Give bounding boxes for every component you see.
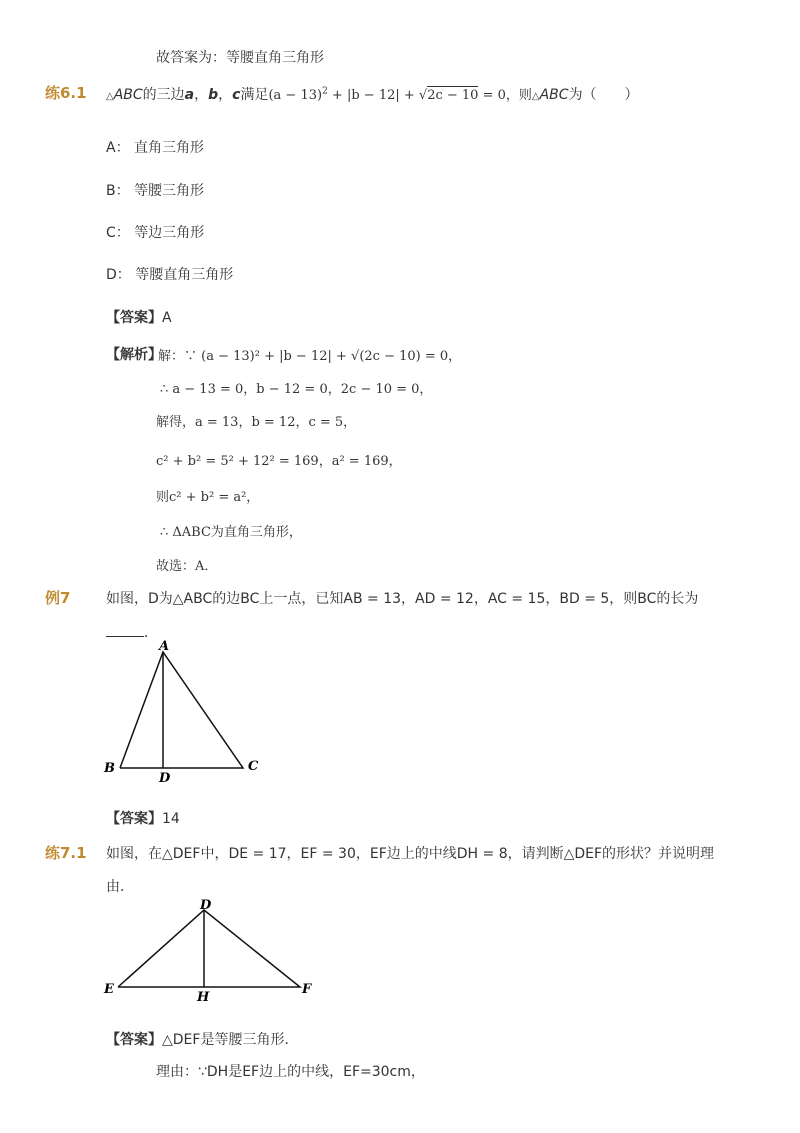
step-2: ∴ a − 13 = 0，b − 12 = 0，2c − 10 = 0， [160,382,433,397]
triangle-abc-figure [100,640,280,785]
triangle-def-outline [118,910,300,987]
option-b[interactable] [106,180,204,200]
exercise-6-1-tag: 练6.1 [45,84,87,102]
option-text: 等腰三角形 [134,183,205,199]
option-label: B： [106,183,130,199]
var-c: c [232,87,241,103]
step-3: 解得，a = 13，b = 12，c = 5， [156,415,357,430]
triangle-def-figure [100,895,330,1007]
option-a[interactable] [106,137,204,157]
abc-label: ABC [539,87,569,103]
option-label: A： [106,140,130,156]
triangle-symbol: △ [106,91,114,102]
label-c: C [248,759,259,774]
question-text: 的三边 [142,87,185,103]
math-radicand: 2c − 10 [427,88,479,103]
answer-label: 【答案】 [106,811,162,827]
label-a: A [159,640,170,654]
intro-line: 故答案为：等腰直角三角形 [156,50,324,66]
answer-value: 14 [162,811,180,827]
answer-label: 【答案】 [106,310,162,326]
label-e: E [104,982,114,997]
answer-7 [106,808,180,828]
example-7-blank-line [106,622,158,642]
exercise-6-1-question: △ABC的三边a，b，c满足$(a - 13)^2 + |b - 12| + √2c - 10 = 0$，则△ABC为（ ） [106,86,639,103]
math-expression: + |b − 12| + √ [327,88,428,103]
math-expression: = 0，则 [478,88,532,103]
example-7-tag: 例7 [45,589,71,607]
answer-7-1 [106,1029,298,1049]
question-text: ． [144,625,158,641]
exercise-7-1-question-cont: 由． [106,879,134,895]
label-d: D [159,771,171,785]
label-f: F [302,982,312,997]
label-d: D [200,898,212,913]
question-text: 满足 [240,87,269,103]
option-c[interactable] [106,222,204,242]
step-6: ∴ ΔABC为直角三角形， [160,525,302,540]
example-7-question: 如图，D为△ABC的边BC上一点，已知AB = 13，AD = 12，AC = 15，BD = 5，则BC的长为 [106,591,699,607]
analysis-label: 【解析】 [106,347,162,363]
question-text: 为（ ） [568,87,639,103]
exercise-7-1-tag: 练7.1 [45,844,87,862]
answer-label: 【答案】 [106,1032,162,1048]
answer-value: A [162,310,172,326]
abc-label: ABC [113,87,143,103]
step-1: 解：∵ (a − 13)² + |b − 12| + √(2c − 10) = 0， [158,349,462,364]
math-expression: (a − 13) [268,88,323,103]
step-4: c² + b² = 5² + 12² = 169，a² = 169， [156,454,402,469]
math-exponent: 2 [322,86,328,97]
option-label: C： [106,225,130,241]
triangle-abc-outline [120,652,243,768]
answer-6-1 [106,307,172,327]
reason-line: 理由：∵DH是EF边上的中线，EF=30cm， [156,1064,425,1080]
step-7: 故选：A． [156,559,218,574]
option-text: 直角三角形 [134,140,205,156]
label-h: H [197,990,210,1005]
var-b: b [208,87,219,103]
answer-value: △DEF是等腰三角形． [162,1032,299,1048]
option-label: D： [106,267,131,283]
triangle-symbol: △ [531,91,540,102]
option-d[interactable] [106,264,233,284]
exercise-7-1-question: 如图，在△DEF中，DE = 17，EF = 30，EF边上的中线DH = 8，请判断△DEF的形状？并说明理 [106,846,715,862]
label-b: B [104,761,115,776]
option-text: 等腰直角三角形 [135,267,234,283]
answer-blank[interactable] [106,622,144,637]
step-5: 则c² + b² = a²， [156,490,260,505]
var-a: a [184,87,195,103]
option-text: 等边三角形 [134,225,205,241]
